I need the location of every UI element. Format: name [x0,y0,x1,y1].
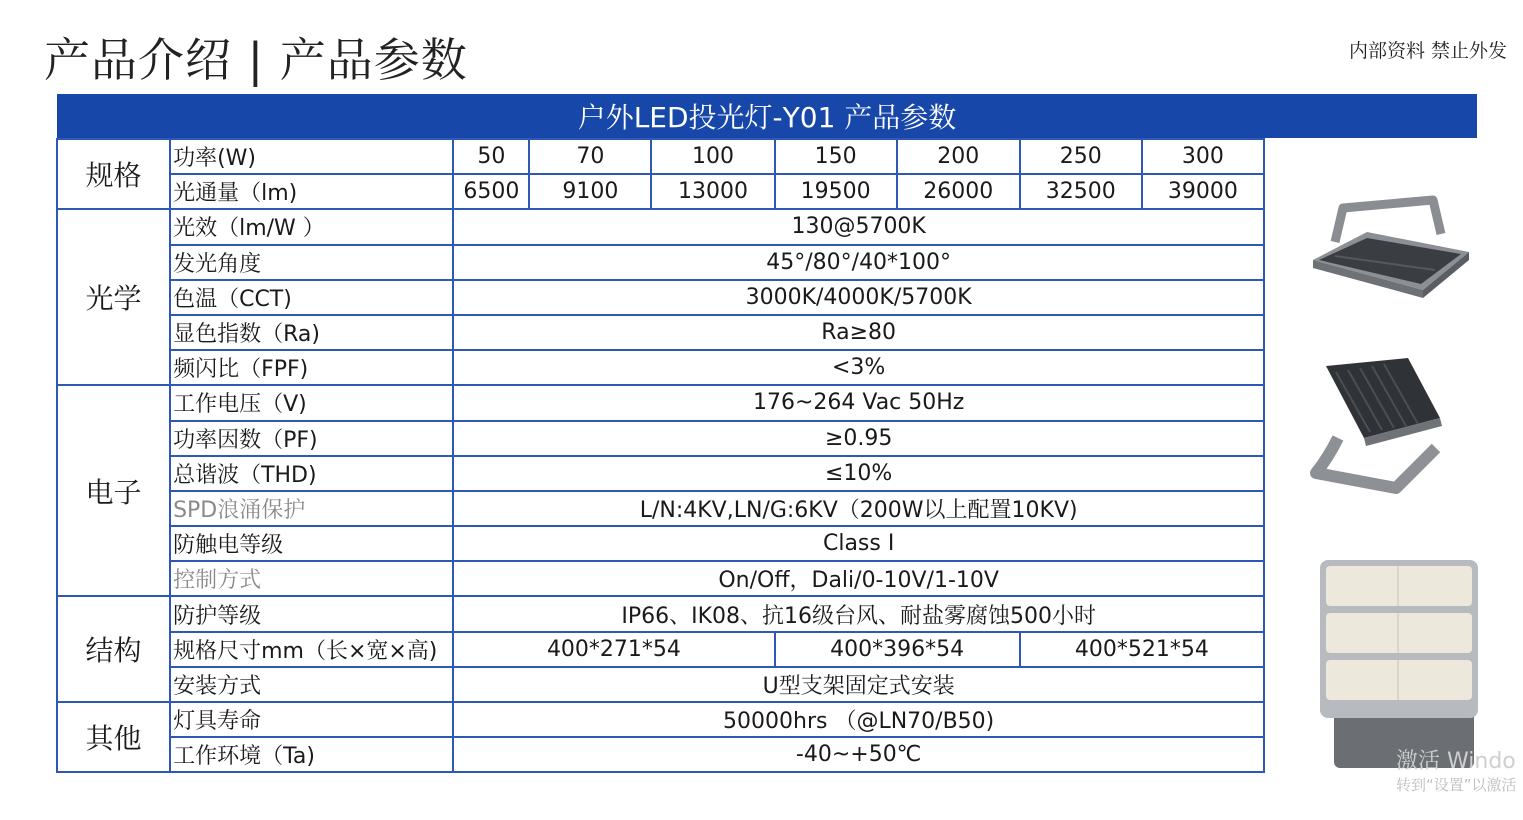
table-row [57,456,1264,491]
row-label-thd: 总谐波（THD) [170,456,453,491]
flux-value: 6500 [453,174,529,209]
internal-use-note: 内部资料 禁止外发 [1348,40,1507,62]
dimension-value: 400*271*54 [453,632,774,667]
table-row [57,702,1264,737]
table-row [57,526,1264,561]
flux-value: 32500 [1020,174,1142,209]
floodlight-top-view-image [1305,190,1475,305]
beam-value: 45°/80°/40*100° [453,245,1264,280]
cri-value: Ra≥80 [453,315,1264,350]
row-label-install: 安装方式 [170,667,453,702]
category-optics: 光学 [57,209,170,385]
power-value: 50 [453,139,529,174]
row-label-cri: 显色指数（Ra) [170,315,453,350]
flux-value: 19500 [775,174,897,209]
table-row [57,385,1264,420]
table-row [57,421,1264,456]
row-label-shock: 防触电等级 [170,526,453,561]
table-row [57,350,1264,385]
spec-table [56,138,1265,773]
row-label-control: 控制方式 [170,561,453,596]
table-row [57,315,1264,350]
thd-value: ≤10% [453,456,1264,491]
table-row [57,209,1264,244]
pf-value: ≥0.95 [453,421,1264,456]
category-other: 其他 [57,702,170,772]
control-value: On/Off，Dali/0-10V/1-10V [453,561,1264,596]
table-row [57,667,1264,702]
row-label-beam: 发光角度 [170,245,453,280]
category-spec: 规格 [57,139,170,209]
table-row [57,139,1264,174]
efficacy-value: 130@5700K [453,209,1264,244]
power-value: 150 [775,139,897,174]
table-row [57,561,1264,596]
row-label-fpf: 频闪比（FPF) [170,350,453,385]
windows-activation-watermark: 激活 Windo [1396,749,1516,774]
dimension-value: 400*396*54 [775,632,1020,667]
row-label-spd: SPD浪涌保护 [170,491,453,526]
row-label-cct: 色温（CCT) [170,280,453,315]
table-banner: 户外LED投光灯-Y01 产品参数 [57,94,1477,138]
life-value: 50000hrs （@LN70/B50) [453,702,1264,737]
row-label-protection: 防护等级 [170,596,453,631]
page-title: 产品介绍 | 产品参数 [44,33,468,87]
category-structure: 结构 [57,596,170,702]
spd-value: L/N:4KV,LN/G:6KV（200W以上配置10KV) [453,491,1264,526]
row-label-efficacy: 光效（lm/W ） [170,209,453,244]
row-label-life: 灯具寿命 [170,702,453,737]
table-row [57,174,1264,209]
table-row [57,245,1264,280]
cct-value: 3000K/4000K/5700K [453,280,1264,315]
fpf-value: <3% [453,350,1264,385]
table-row [57,280,1264,315]
power-value: 250 [1020,139,1142,174]
category-electronics: 电子 [57,385,170,596]
row-label-power: 功率(W) [170,139,453,174]
table-row [57,491,1264,526]
power-value: 100 [651,139,774,174]
row-label-pf: 功率因数（PF) [170,421,453,456]
floodlight-bracket-view-image [1308,358,1458,498]
power-value: 300 [1142,139,1264,174]
table-row [57,737,1264,772]
install-value: U型支架固定式安装 [453,667,1264,702]
flux-value: 9100 [529,174,651,209]
row-label-dimension: 规格尺寸mm（长×宽×高) [170,632,453,667]
power-value: 200 [897,139,1020,174]
row-label-voltage: 工作电压（V) [170,385,453,420]
flux-value: 39000 [1142,174,1264,209]
voltage-value: 176~264 Vac 50Hz [453,385,1264,420]
shock-value: Class I [453,526,1264,561]
dimension-value: 400*521*54 [1020,632,1264,667]
row-label-flux: 光通量（lm) [170,174,453,209]
table-row [57,596,1264,631]
env-value: -40~+50℃ [453,737,1264,772]
row-label-env: 工作环境（Ta) [170,737,453,772]
flux-value: 13000 [651,174,774,209]
protection-value: IP66、IK08、抗16级台风、耐盐雾腐蚀500小时 [453,596,1264,631]
table-row [57,632,1264,667]
flux-value: 26000 [897,174,1020,209]
windows-activation-hint: 转到“设置”以激活 [1396,776,1517,794]
power-value: 70 [529,139,651,174]
